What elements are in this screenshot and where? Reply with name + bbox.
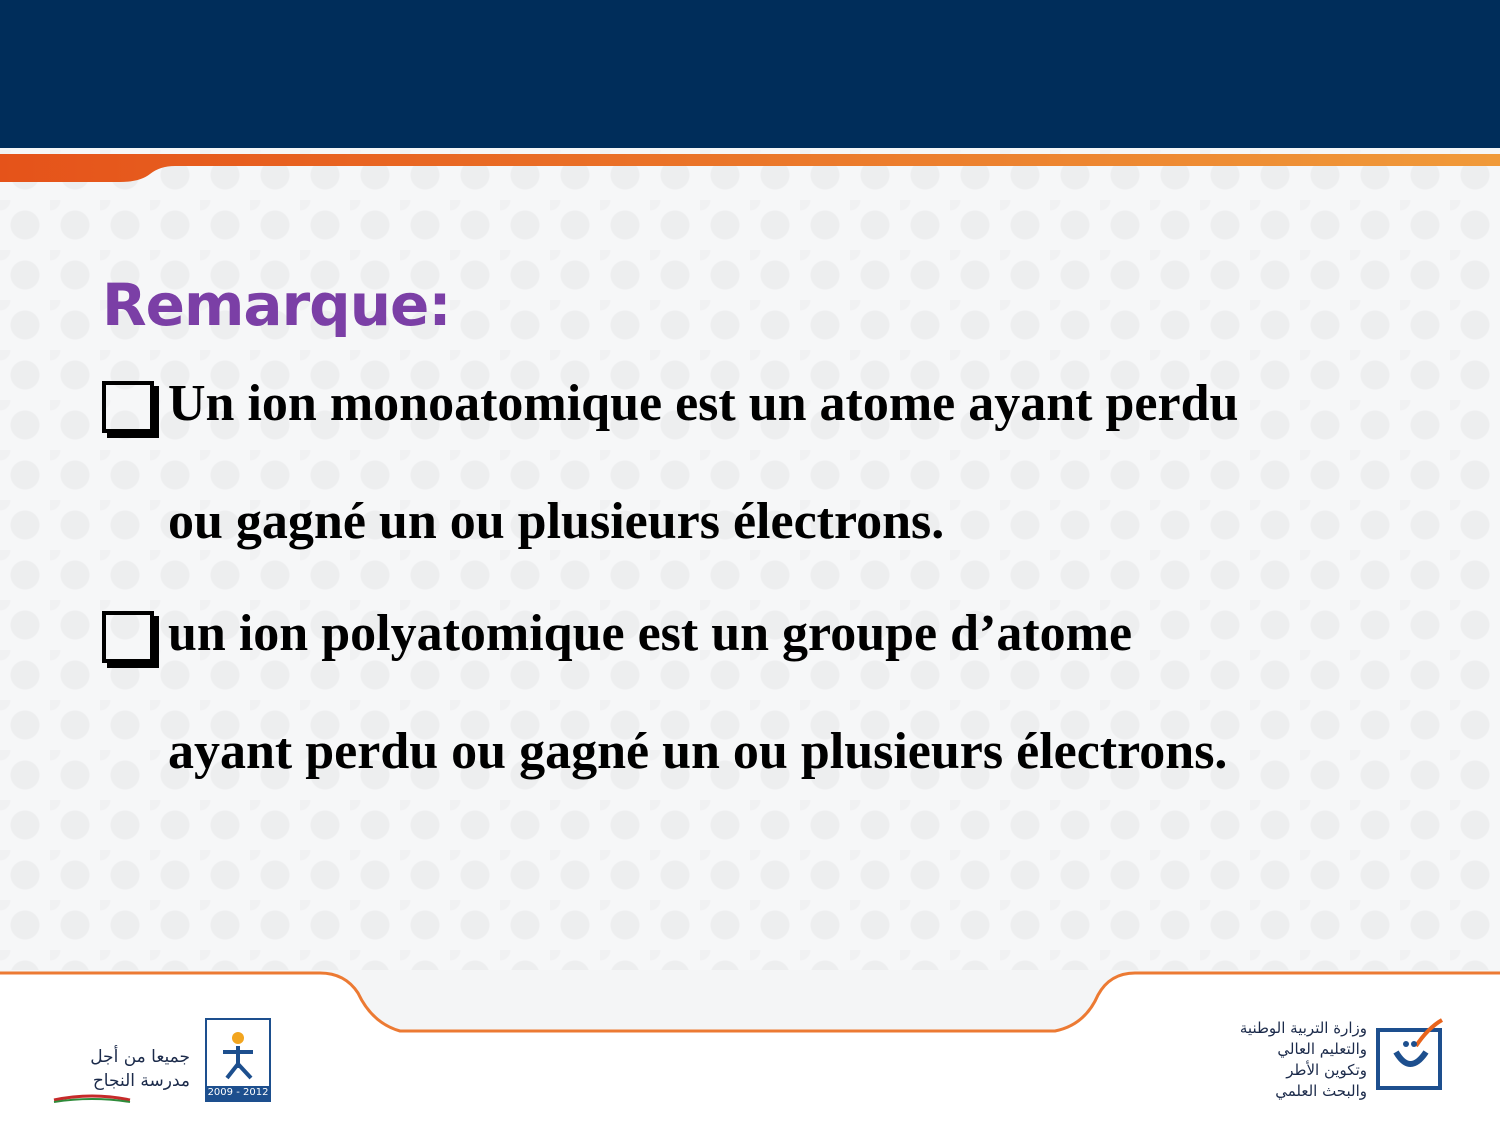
slogan-line: مدرسة النجاح [92, 1071, 190, 1091]
header-accent-stripe [0, 0, 1500, 190]
ministry-line: وتكوين الأطر [1286, 1061, 1367, 1079]
bullet-item [102, 595, 1472, 811]
slogan-logo [50, 1045, 190, 1093]
bullet-line: Un ion monoatomique est un atome ayant perdu [168, 375, 1239, 432]
star-figure-icon [207, 1020, 269, 1086]
bullet-line: un ion polyatomique est un groupe d’atome [168, 605, 1133, 662]
ministry-logo-icon [1376, 1018, 1446, 1090]
ministry-line: والتعليم العالي [1277, 1040, 1367, 1058]
program-emblem [205, 1018, 271, 1102]
checkbox-bullet-icon [102, 381, 154, 433]
checkbox-bullet-icon [102, 611, 154, 663]
slogan-flag-swoosh-icon [52, 1094, 132, 1104]
bullet-item [102, 365, 1472, 581]
bullet-text [168, 345, 1238, 581]
bullet-line: ou gagné un ou plusieurs électrons. [168, 493, 945, 550]
slide-content [102, 265, 1472, 825]
ministry-line: والبحث العلمي [1275, 1082, 1367, 1100]
bullet-text [168, 575, 1227, 811]
ministry-name [1105, 1018, 1367, 1102]
slide-title: Remarque: [102, 271, 451, 339]
bullet-line: ayant perdu ou gagné un ou plusieurs électrons. [168, 723, 1228, 780]
ministry-line: وزارة التربية الوطنية [1239, 1019, 1367, 1037]
slogan-line: جميعا من أجل [90, 1047, 190, 1067]
emblem-years: 2009 - 2012 [207, 1087, 269, 1098]
